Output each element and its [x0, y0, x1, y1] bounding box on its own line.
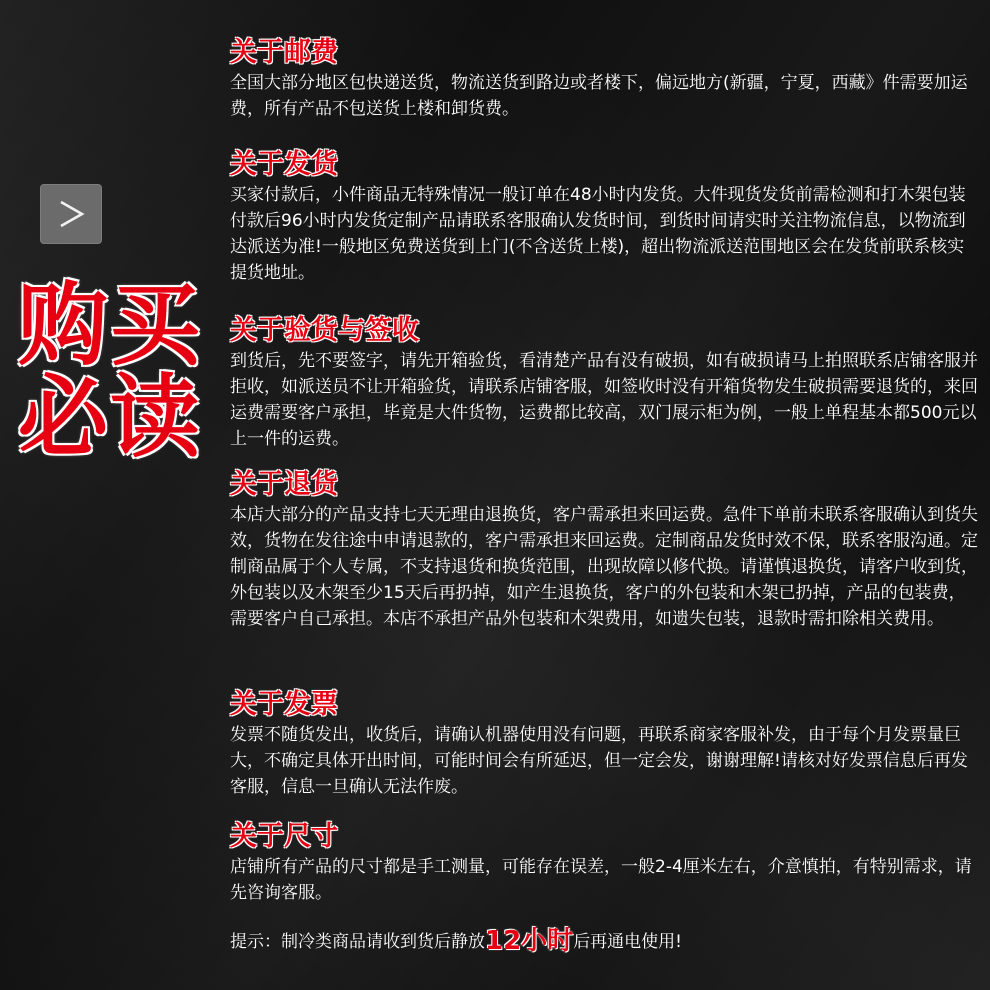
tip-suffix: 后再通电使用! [573, 932, 683, 952]
section-inspection [226, 314, 978, 452]
section-invoice [226, 688, 978, 800]
next-arrow-button[interactable] [40, 184, 102, 244]
chevron-right-icon [54, 197, 88, 231]
section-body: 买家付款后，小件商品无特殊情况一般订单在48小时内发货。大件现货发货前需检测和打木架包装付款后96小时内发货定制产品请联系客服确认发货时间，到货时间请实时关注物流信息，以物流到达派送为准!一般地区免费送货到上门(不含送货上楼)，超出物流派送范围地区会在发货前联系核实提货地址。 [230, 185, 966, 283]
tip-prefix: 提示：制冷类商品请收到货后静放 [230, 932, 485, 952]
tip-highlight: 12小时 [485, 926, 574, 956]
section-title: 关于发货 [230, 149, 338, 180]
section-size [226, 820, 978, 906]
section-returns [226, 468, 978, 632]
section-title: 关于尺寸 [230, 821, 338, 852]
section-body: 本店大部分的产品支持七天无理由退换货，客户需承担来回运费。急件下单前未联系客服确认到货失效，货物在发往途中申请退款的，客户需承担来回运费。定制商品发货时效不保，联系客服沟通。定制商品属于个人专属，不支持退货和换货范围，出现故障以修代换。请谨慎退换货，请客户收到货，外包装以及木架至少15天后再扔掉，如产生退换货，客户的外包装和木架已扔掉，产品的包装费，需要客户自己承担。本店不承担产品外包装和木架费用，如遗失包装，退款时需扣除相关费用。 [230, 505, 978, 629]
section-title: 关于邮费 [230, 37, 338, 68]
section-title: 关于验货与签收 [230, 315, 419, 346]
section-title: 关于退货 [230, 469, 338, 500]
purchase-notice-title-line2: 必读 [18, 365, 202, 470]
section-body: 到货后，先不要签字，请先开箱验货，看清楚产品有没有破损，如有破损请马上拍照联系店铺客服并拒收，如派送员不让开箱验货，请联系店铺客服，如签收时没有开箱货物发生破损需要退货的，来回运费需要客户承担，毕竟是大件货物，运费都比较高，双门展示柜为例，一般上单程基本都500元以上一件的运费。 [230, 351, 978, 449]
section-title: 关于发票 [230, 689, 338, 720]
section-body: 全国大部分地区包快递送货，物流送货到路边或者楼下，偏远地方(新疆，宁夏，西藏》件需要加运费，所有产品不包送货上楼和卸货费。 [230, 73, 968, 119]
purchase-notice-title-line1: 购买 [18, 273, 202, 378]
section-postage [226, 36, 978, 122]
tip-note [230, 926, 682, 957]
section-shipping [226, 148, 978, 286]
section-body: 店铺所有产品的尺寸都是手工测量，可能存在误差，一般2-4厘米左右，介意慎拍，有特别需求，请先咨询客服。 [230, 857, 972, 903]
section-body: 发票不随货发出，收货后，请确认机器使用没有问题，再联系商家客服补发，由于每个月发票量巨大，不确定具体开出时间，可能时间会有所延迟，但一定会发，谢谢理解!请核对好发票信息后再发客服，信息一旦确认无法作废。 [230, 725, 968, 797]
